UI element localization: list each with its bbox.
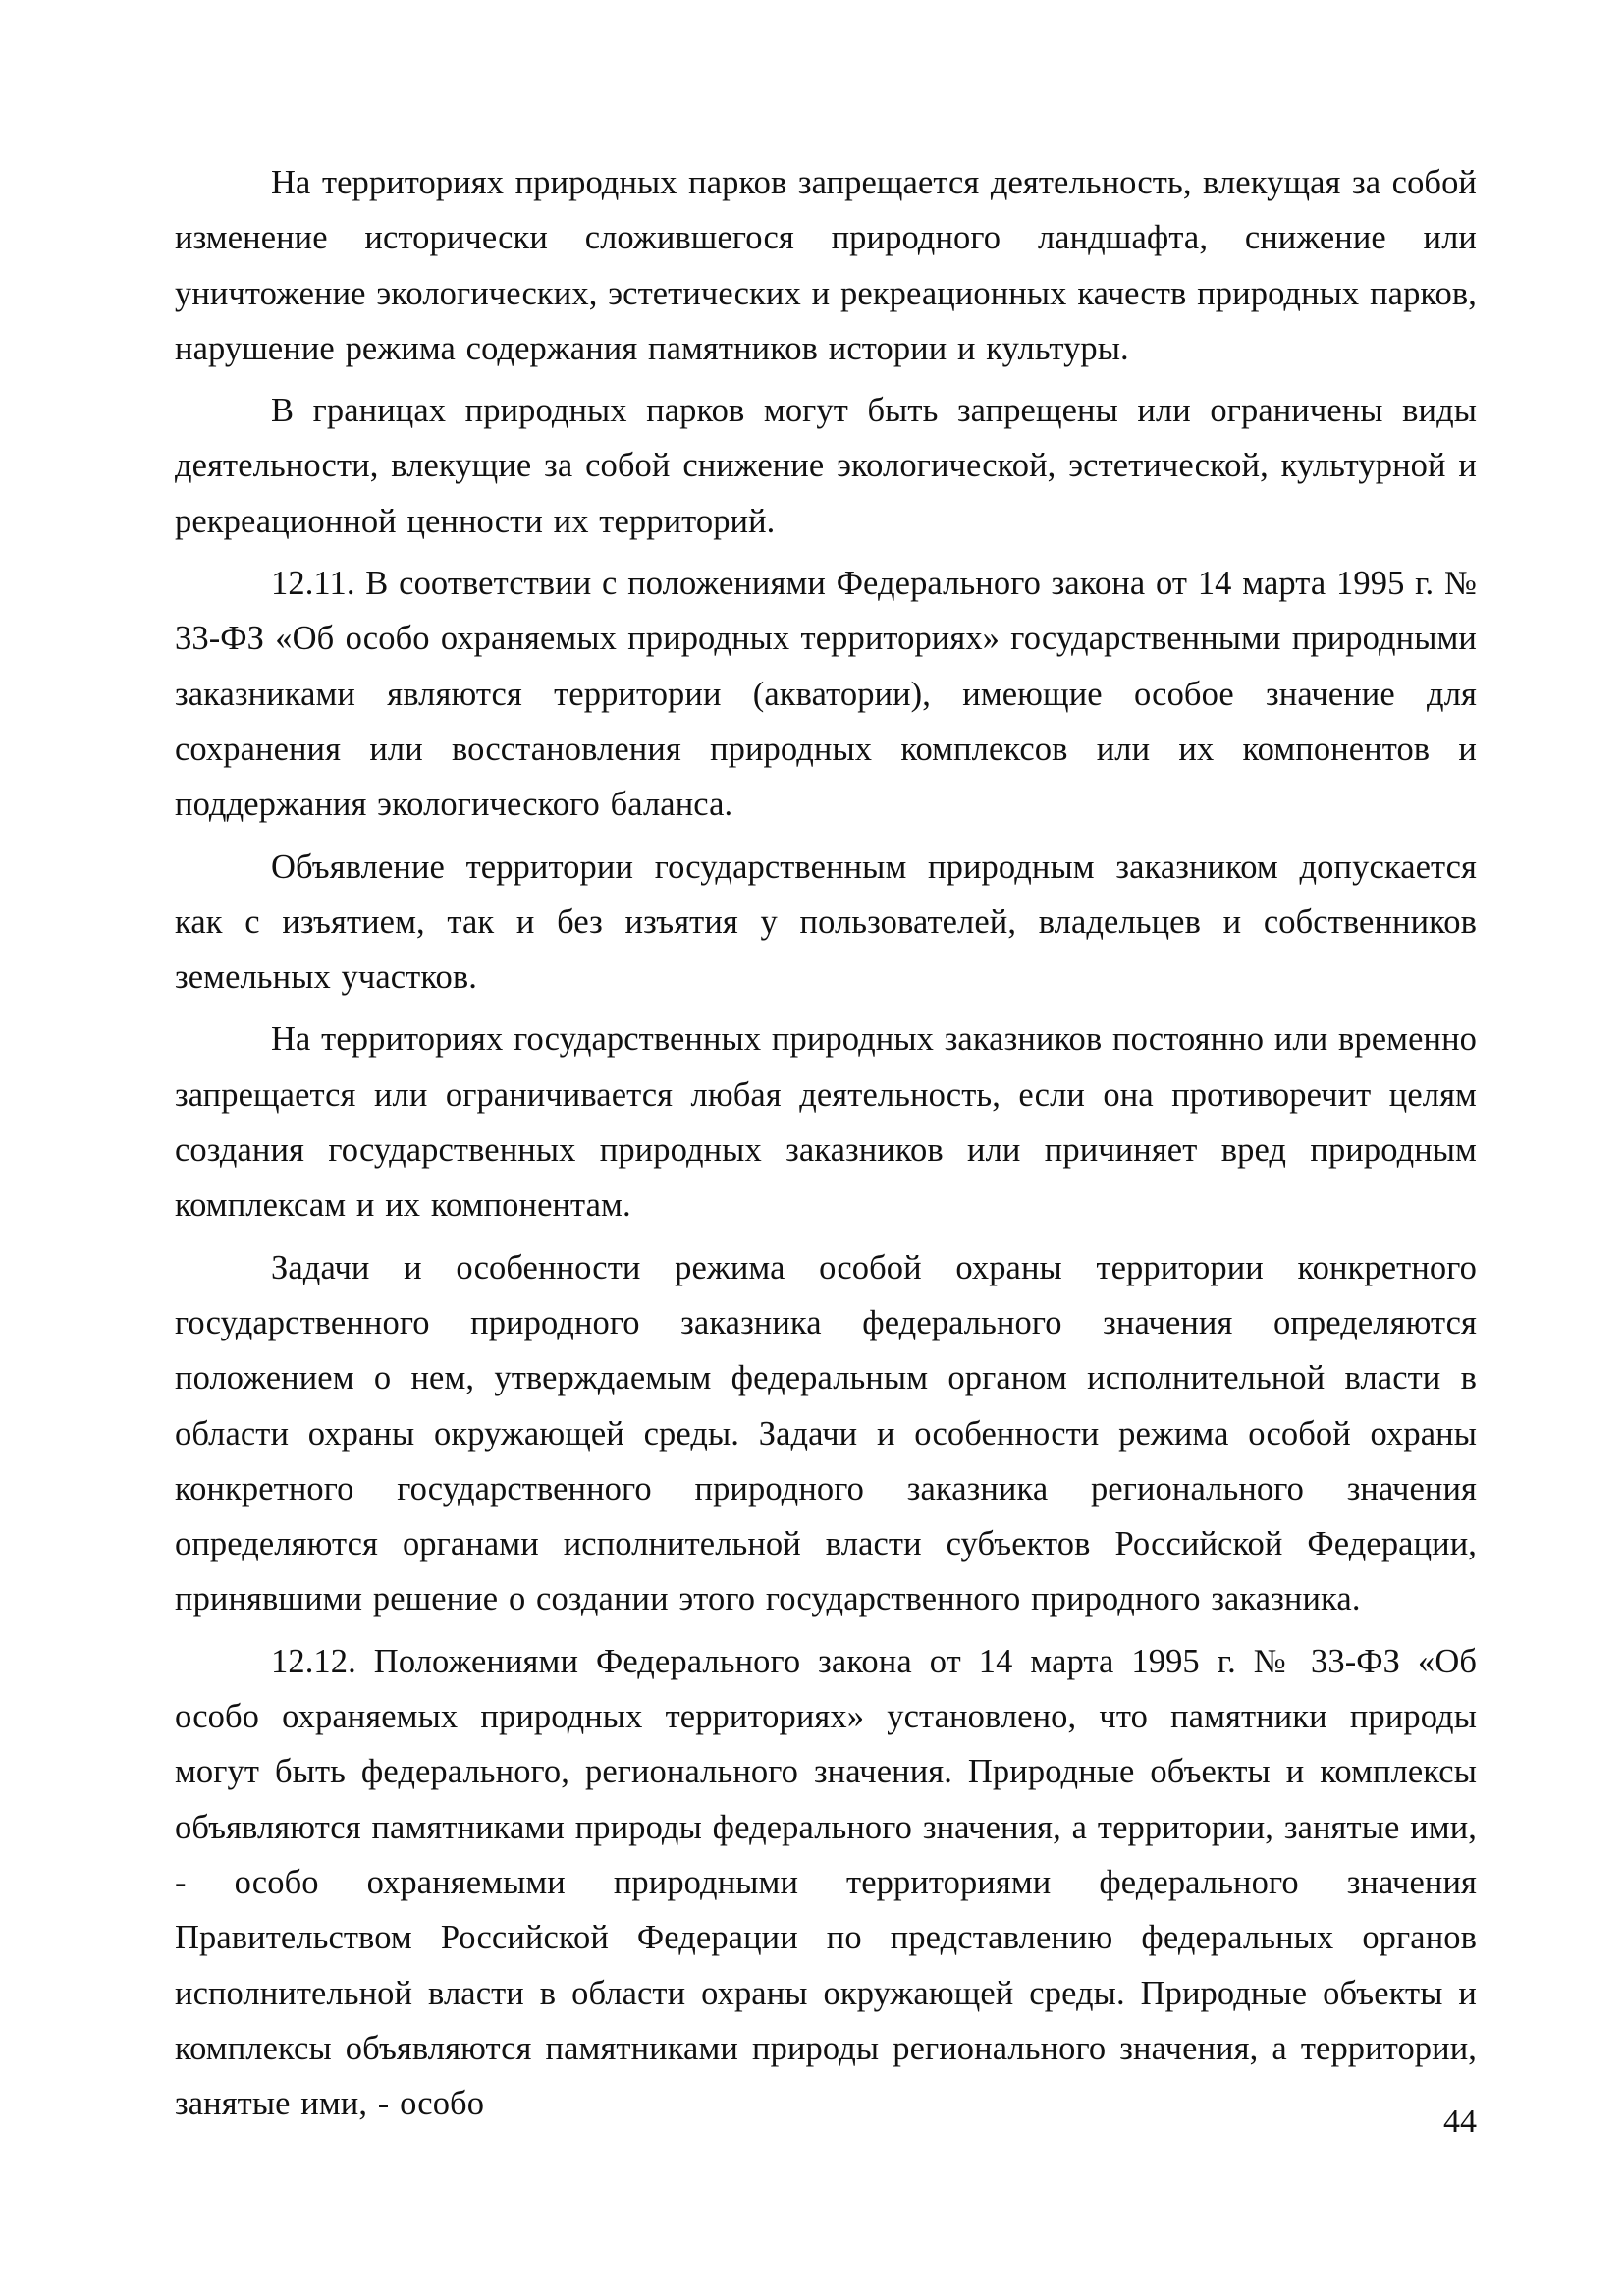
document-body (175, 155, 1477, 2131)
paragraph-reserve-tasks-regime: Задачи и особенности режима особой охраны территории конкретного государственного природного заказника федерального значения определяются положением о нем, утверждаемым федеральным органом исполнительной власти в области охраны окружающей среды. Задачи и особенности режима особой охраны конкретного государственного природного заказника регионального значения определяются органами исполнительной власти субъектов Российской Федерации, принявшими решение о создании этого государственного природного заказника. (175, 1248, 1477, 1618)
paragraph-natural-parks-prohibitions: На территориях природных парков запрещается деятельность, влекущая за собой изменение исторически сложившегося природного ландшафта, снижение или уничтожение экологических, эстетических и рекреационных качеств природных парков, нарушение режима содержания памятников истории и культуры. (175, 164, 1477, 367)
page-number: 44 (1443, 2104, 1477, 2140)
paragraph-reserve-prohibited-activity: На территориях государственных природных заказников постоянно или временно запрещается или ограничивается любая деятельность, если она противоречит целям создания государственных природных заказников или причиняет вред природным комплексам и их компонентам. (175, 1020, 1477, 1225)
paragraph-12-12-natural-monuments: 12.12. Положениями Федерального закона от 14 марта 1995 г. № 33-ФЗ «Об особо охраняемых природных территориях» установлено, что памятники природы могут быть федерального, регионального значения. Природные объекты и комплексы объявляются памятниками природы федерального значения, а территории, занятые ими, - особо охраняемыми природными территориями федерального значения Правительством Российской Федерации по представлению федеральных органов исполнительной власти в области охраны окружающей среды. Природные объекты и комплексы объявляются памятниками природы регионального значения, а территории, занятые ими, - особо (175, 1642, 1477, 2123)
paragraph-natural-parks-restrictions: В границах природных парков могут быть запрещены или ограничены виды деятельности, влекущие за собой снижение экологической, эстетической, культурной и рекреационной ценности их территорий. (175, 392, 1477, 540)
paragraph-reserve-declaration: Объявление территории государственным природным заказником допускается как с изъятием, так и без изъятия у пользователей, владельцев и собственников земельных участков. (175, 847, 1477, 997)
paragraph-12-11-reserves-definition: 12.11. В соответствии с положениями Федерального закона от 14 марта 1995 г. № 33-ФЗ «Об особо охраняемых природных территориях» государственными природными заказниками являются территории (акватории), имеющие особое значение для сохранения или восстановления природных комплексов или их компонентов и поддержания экологического баланса. (175, 565, 1477, 824)
